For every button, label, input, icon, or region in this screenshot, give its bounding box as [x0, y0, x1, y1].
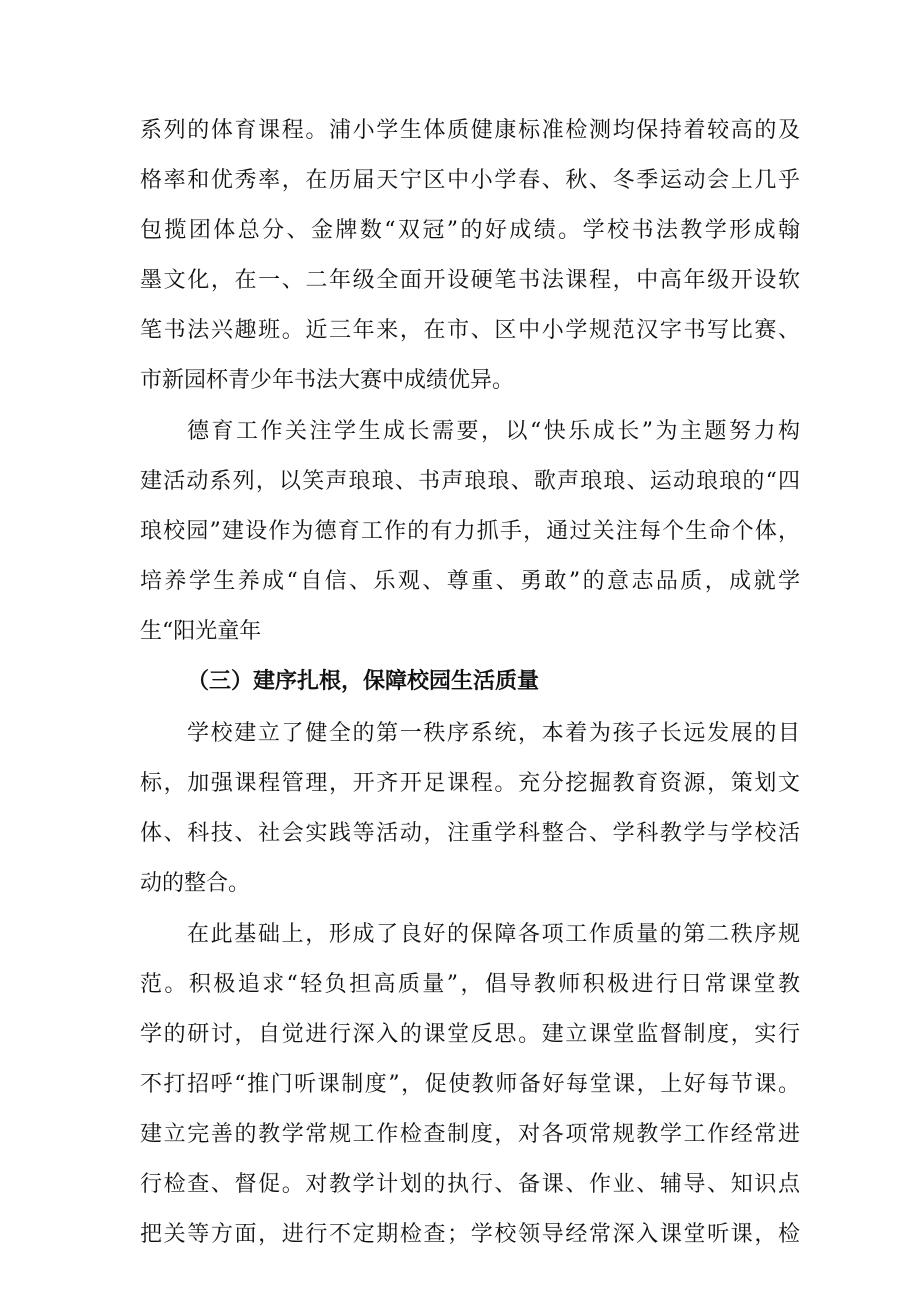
paragraph-1-line-5: 笔书法兴趣班。近三年来，在市、区中小学规范汉字书写比赛、	[140, 318, 800, 343]
paragraph-1-line-6: 市新园杯青少年书法大赛中成绩优异。	[140, 368, 515, 393]
paragraph-1-line-3: 包揽团体总分、金牌数“双冠”的好成绩。学校书法教学形成翰	[140, 218, 800, 243]
paragraph-2-line-3: 琅校园”建设作为德育工作的有力抓手，通过关注每个生命个体，	[140, 519, 800, 544]
paragraph-3-line-2: 标，加强课程管理，开齐开足课程。充分挖掘教育资源，策划文	[140, 771, 800, 796]
paragraph-2-line-2: 建活动系列，以笑声琅琅、书声琅琅、歌声琅琅、运动琅琅的“四	[140, 469, 800, 494]
paragraph-4-line-6: 行检查、督促。对教学计划的执行、备课、作业、辅导、知识点	[140, 1172, 800, 1197]
paragraph-4-line-4: 不打招呼“推门听课制度”，促使教师备好每堂课，上好每节课。	[140, 1072, 800, 1097]
paragraph-1-line-1: 系列的体育课程。浦小学生体质健康标准检测均保持着较高的及	[140, 118, 800, 143]
paragraph-1-line-2: 格率和优秀率，在历届天宁区中小学春、秋、冬季运动会上几乎	[140, 168, 800, 193]
paragraph-4-line-3: 学的研讨，自觉进行深入的课堂反思。建立课堂监督制度，实行	[140, 1022, 800, 1047]
paragraph-2-line-1: 德育工作关注学生成长需要，以“快乐成长”为主题努力构	[187, 419, 800, 444]
paragraph-2-line-4: 培养学生养成“自信、乐观、尊重、勇敢”的意志品质，成就学	[140, 569, 800, 594]
paragraph-4-line-7: 把关等方面，进行不定期检查；学校领导经常深入课堂听课，检	[140, 1222, 800, 1247]
paragraph-4-line-5: 建立完善的教学常规工作检查制度，对各项常规教学工作经常进	[140, 1122, 800, 1147]
paragraph-3-line-4: 动的整合。	[140, 871, 251, 896]
paragraph-2-line-5: 生“阳光童年	[140, 619, 262, 644]
paragraph-3-line-1: 学校建立了健全的第一秩序系统，本着为孩子长远发展的目	[187, 721, 800, 746]
paragraph-4-line-2: 范。积极追求“轻负担高质量”，倡导教师积极进行日常课堂教	[140, 972, 800, 997]
paragraph-1-line-4: 墨文化，在一、二年级全面开设硬笔书法课程，中高年级开设软	[140, 268, 800, 293]
paragraph-3-line-3: 体、科技、社会实践等活动，注重学科整合、学科教学与学校活	[140, 821, 800, 846]
paragraph-4-line-1: 在此基础上，形成了良好的保障各项工作质量的第二秩序规	[187, 922, 800, 947]
section-heading: （三）建序扎根，保障校园生活质量	[187, 669, 540, 694]
